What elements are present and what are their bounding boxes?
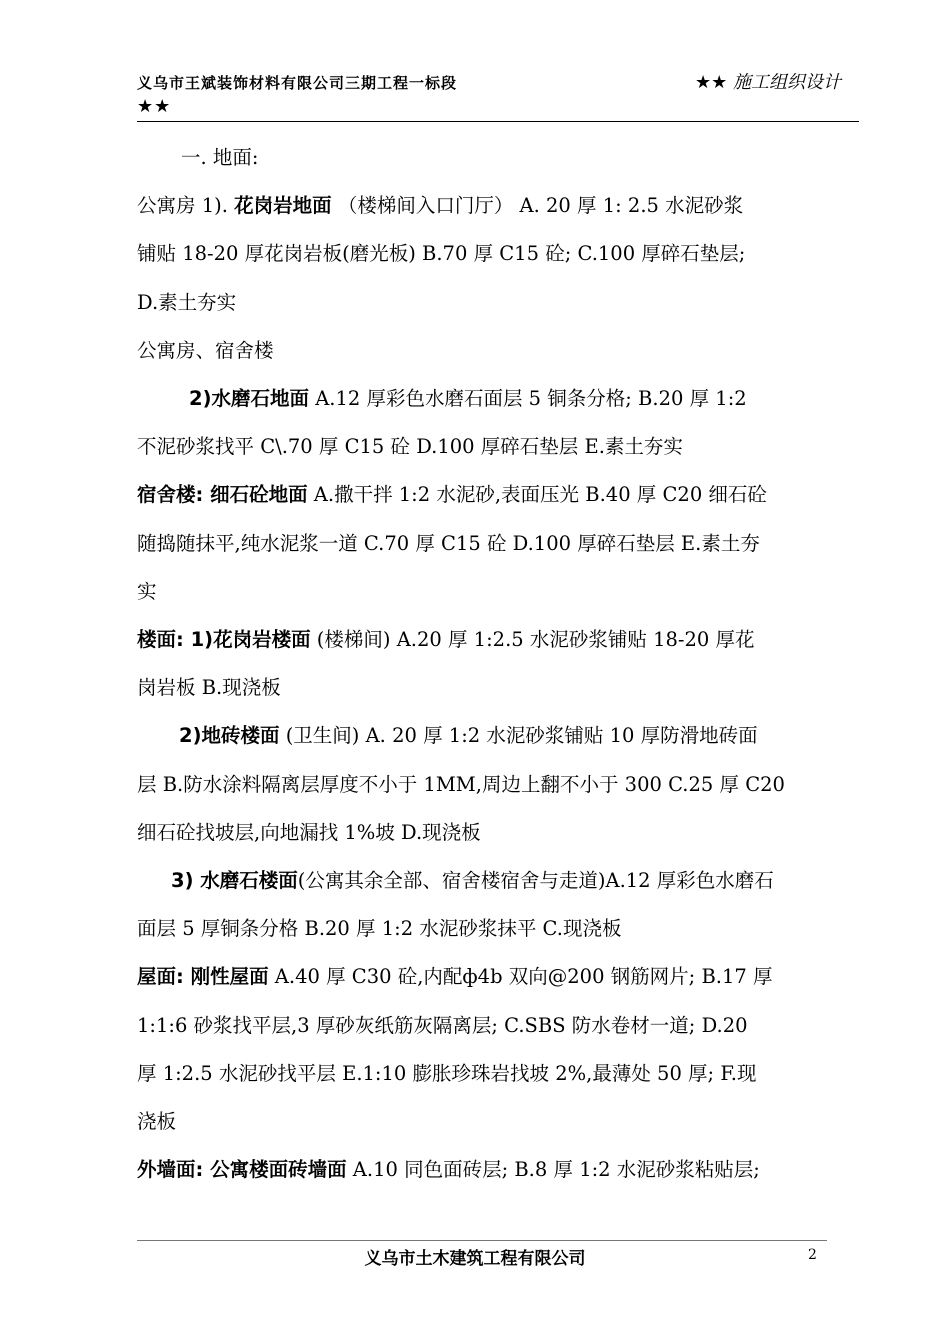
paragraph-line: D.素土夯实 <box>137 290 237 314</box>
header-stars: ★★ <box>137 96 172 117</box>
text-run: A.40 厚 C30 砼,内配ф4b 双向@200 钢筋网片; B.17 厚 <box>274 965 773 989</box>
paragraph-line: 随捣随抹平,纯水泥浆一道 C.70 厚 C15 砼 D.100 厚碎石垫层 E.素土夯 <box>137 531 760 555</box>
item-title-rigid-roof: 屋面: 刚性屋面 <box>137 965 269 989</box>
header-project-title: 义乌市王斌装饰材料有限公司三期工程一标段 <box>137 74 458 92</box>
item-title-granite-upper-floor: 楼面: 1)花岗岩楼面 <box>137 628 311 652</box>
paragraph-line <box>137 616 859 664</box>
paragraph-line: 面层 5 厚铜条分格 B.20 厚 1:2 水泥砂浆抹平 C.现浇板 <box>137 917 622 941</box>
text-run: A.10 同色面砖层; B.8 厚 1:2 水泥砂浆粘贴层; <box>352 1158 760 1182</box>
page-number: 2 <box>808 1247 817 1263</box>
paragraph-line: 细石砼找坡层,向地漏找 1%坡 D.现浇板 <box>137 820 481 844</box>
item-title-terrazzo-floor: 2)水磨石地面 <box>189 387 309 411</box>
paragraph-line <box>137 471 859 519</box>
text-run: (公寓其余全部、宿舍楼宿舍与走道)A.12 厚彩色水磨石 <box>297 869 774 893</box>
item-title-granite-floor: 花岗岩地面 <box>234 194 332 218</box>
paragraph-line: 公寓房、宿舍楼 <box>137 338 274 362</box>
text-run: 公寓房 1). <box>137 194 228 218</box>
paragraph-line <box>137 953 859 1001</box>
paragraph-line: 1:1:6 砂浆找平层,3 厚砂灰纸筋灰隔离层; C.SBS 防水卷材一道; D.20 <box>137 1013 748 1037</box>
header-rule <box>137 121 859 122</box>
item-title-terrazzo-upper-floor: 3) 水磨石楼面 <box>171 869 298 893</box>
paragraph-line <box>137 712 859 760</box>
footer-company: 义乌市土木建筑工程有限公司 <box>364 1249 586 1269</box>
text-run: (卫生间) A. 20 厚 1:2 水泥砂浆铺贴 10 厚防滑地砖面 <box>285 724 758 748</box>
paragraph-line: 厚 1:2.5 水泥砂找平层 E.1:10 膨胀珍珠岩找坡 2%,最薄处 50 厚; F.现 <box>137 1061 757 1085</box>
paragraph-line: 岗岩板 B.现浇板 <box>137 676 281 700</box>
paragraph-line: 浇板 <box>137 1110 177 1134</box>
paragraph-line: 不泥砂浆找平 C\.70 厚 C15 砼 D.100 厚碎石垫层 E.素土夯实 <box>137 435 683 459</box>
paragraph-line: 铺贴 18-20 厚花岗岩板(磨光板) B.70 厚 C15 砼; C.100 厚碎石垫层; <box>137 242 746 266</box>
text-run: （楼梯间入口门厅） A. 20 厚 1: 2.5 水泥砂浆 <box>337 194 744 218</box>
footer-rule <box>137 1240 827 1241</box>
document-body <box>137 134 859 1194</box>
paragraph-line <box>137 1146 859 1194</box>
paragraph-line: 层 B.防水涂料隔离层厚度不小于 1MM,周边上翻不小于 300 C.25 厚 C20 <box>137 772 785 796</box>
text-run: A.撒干拌 1:2 水泥砂,表面压光 B.40 厚 C20 细石砼 <box>313 483 767 507</box>
paragraph-line <box>137 375 859 423</box>
text-run: A.12 厚彩色水磨石面层 5 铜条分格; B.20 厚 1:2 <box>315 387 747 411</box>
paragraph-line: 实 <box>137 579 157 603</box>
item-title-fine-concrete-floor: 宿舍楼: 细石砼地面 <box>137 483 308 507</box>
section-heading-floor: 一. 地面: <box>181 146 259 169</box>
paragraph-line <box>137 857 859 905</box>
header-document-type: ★★ 施工组织设计 <box>695 72 841 93</box>
item-title-tile-floor: 2)地砖楼面 <box>179 724 280 748</box>
paragraph-line <box>137 182 859 230</box>
item-title-exterior-wall: 外墙面: 公寓楼面砖墙面 <box>137 1158 347 1182</box>
text-run: (楼梯间) A.20 厚 1:2.5 水泥砂浆铺贴 18-20 厚花 <box>316 628 755 652</box>
